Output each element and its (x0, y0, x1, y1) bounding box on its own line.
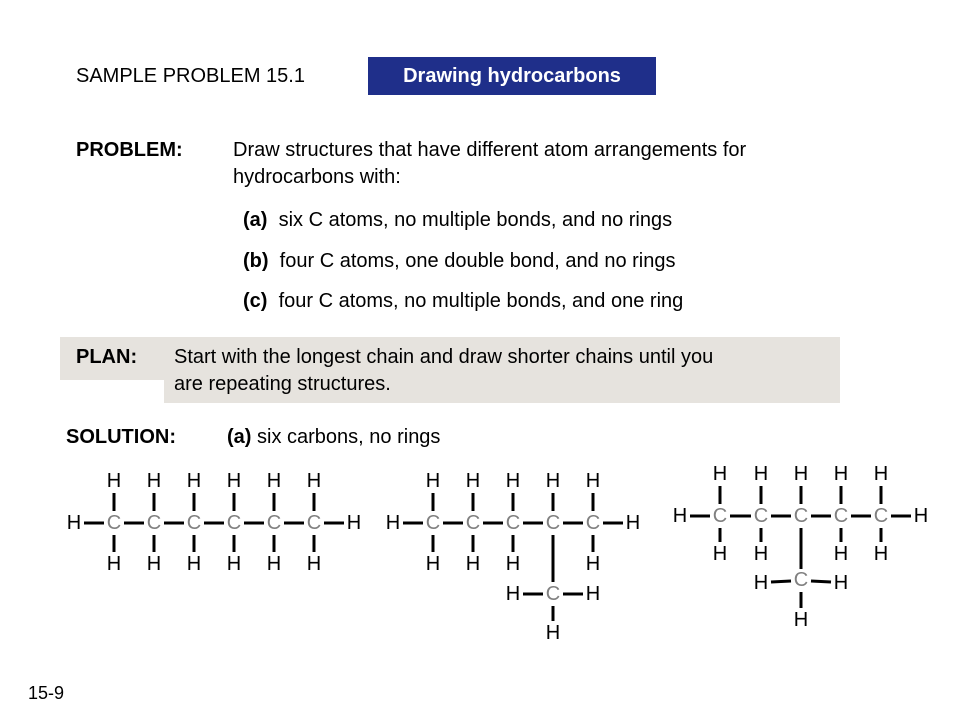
carbon-atom: C (226, 512, 242, 534)
hydrogen-atom: H (913, 505, 929, 527)
problem-line-1: Draw structures that have different atom arrangements for (233, 139, 747, 161)
hydrogen-atom: H (186, 553, 202, 575)
solution-text (227, 426, 440, 449)
hydrogen-atom: H (833, 463, 849, 485)
part-text: four C atoms, one double bond, and no rings (279, 250, 676, 272)
bond-line (771, 581, 791, 582)
carbon-atom: C (753, 505, 769, 527)
hydrogen-atom: H (753, 463, 769, 485)
part-tag: (c) (243, 290, 268, 312)
hydrogen-atom: H (106, 553, 122, 575)
part-text: four C atoms, no multiple bonds, and one ring (278, 290, 684, 312)
hydrogen-atom: H (712, 543, 728, 565)
hydrogen-atom: H (385, 512, 401, 534)
hydrogen-atom: H (793, 609, 809, 631)
hydrogen-atom: H (585, 553, 601, 575)
carbon-atom: C (712, 505, 728, 527)
plan-line-2: are repeating structures. (174, 373, 391, 395)
structural-formulas (0, 450, 960, 650)
hydrogen-atom: H (306, 470, 322, 492)
hydrogen-atom: H (833, 543, 849, 565)
solution-description: six carbons, no rings (257, 426, 441, 448)
hydrogen-atom: H (66, 512, 82, 534)
bond-line (811, 581, 831, 582)
problem-line-2: hydrocarbons with: (233, 166, 401, 188)
carbon-atom: C (306, 512, 322, 534)
hydrogen-atom: H (873, 543, 889, 565)
part-tag: (b) (243, 250, 269, 272)
hydrogen-atom: H (226, 553, 242, 575)
carbon-atom: C (793, 505, 809, 527)
carbon-atom: C (465, 512, 481, 534)
hydrogen-atom: H (585, 470, 601, 492)
hydrogen-atom: H (186, 470, 202, 492)
carbon-atom: C (106, 512, 122, 534)
part-text: six C atoms, no multiple bonds, and no rings (278, 209, 673, 231)
sample-problem-title: SAMPLE PROBLEM 15.1 (76, 65, 305, 87)
carbon-atom: C (873, 505, 889, 527)
carbon-atom: C (266, 512, 282, 534)
hydrogen-atom: H (753, 572, 769, 594)
hydrogen-atom: H (505, 583, 521, 605)
carbon-atom: C (585, 512, 601, 534)
hydrogen-atom: H (146, 553, 162, 575)
hydrogen-atom: H (793, 463, 809, 485)
carbon-atom: C (545, 512, 561, 534)
problem-part-a (243, 209, 672, 232)
hydrogen-atom: H (753, 543, 769, 565)
hydrogen-atom: H (505, 470, 521, 492)
solution-label: SOLUTION: (66, 426, 176, 448)
solution-tag: (a) (227, 426, 252, 448)
hydrogen-atom: H (833, 572, 849, 594)
hydrogen-atom: H (425, 470, 441, 492)
carbon-atom: C (425, 512, 441, 534)
plan-label: PLAN: (76, 346, 138, 368)
hydrogen-atom: H (545, 622, 561, 644)
hydrogen-atom: H (346, 512, 362, 534)
hydrogen-atom: H (505, 553, 521, 575)
problem-part-c (243, 290, 683, 313)
plan-line-1: Start with the longest chain and draw shorter chains until you (174, 346, 714, 368)
carbon-atom: C (793, 569, 809, 591)
hydrogen-atom: H (306, 553, 322, 575)
hydrogen-atom: H (625, 512, 641, 534)
hydrogen-atom: H (266, 553, 282, 575)
carbon-atom: C (186, 512, 202, 534)
hydrogen-atom: H (226, 470, 242, 492)
hydrogen-atom: H (873, 463, 889, 485)
hydrogen-atom: H (146, 470, 162, 492)
hydrogen-atom: H (106, 470, 122, 492)
hydrogen-atom: H (672, 505, 688, 527)
carbon-atom: C (146, 512, 162, 534)
hydrogen-atom: H (545, 470, 561, 492)
part-tag: (a) (243, 209, 268, 231)
problem-label: PROBLEM: (76, 139, 183, 161)
topic-badge: Drawing hydrocarbons (368, 57, 656, 95)
carbon-atom: C (505, 512, 521, 534)
carbon-atom: C (833, 505, 849, 527)
hydrogen-atom: H (585, 583, 601, 605)
page-number: 15-9 (28, 683, 65, 703)
hydrogen-atom: H (465, 470, 481, 492)
plan-box-notch (60, 380, 164, 404)
hydrogen-atom: H (266, 470, 282, 492)
problem-part-b (243, 250, 676, 273)
carbon-atom: C (545, 583, 561, 605)
hydrogen-atom: H (425, 553, 441, 575)
hydrogen-atom: H (465, 553, 481, 575)
hydrogen-atom: H (712, 463, 728, 485)
